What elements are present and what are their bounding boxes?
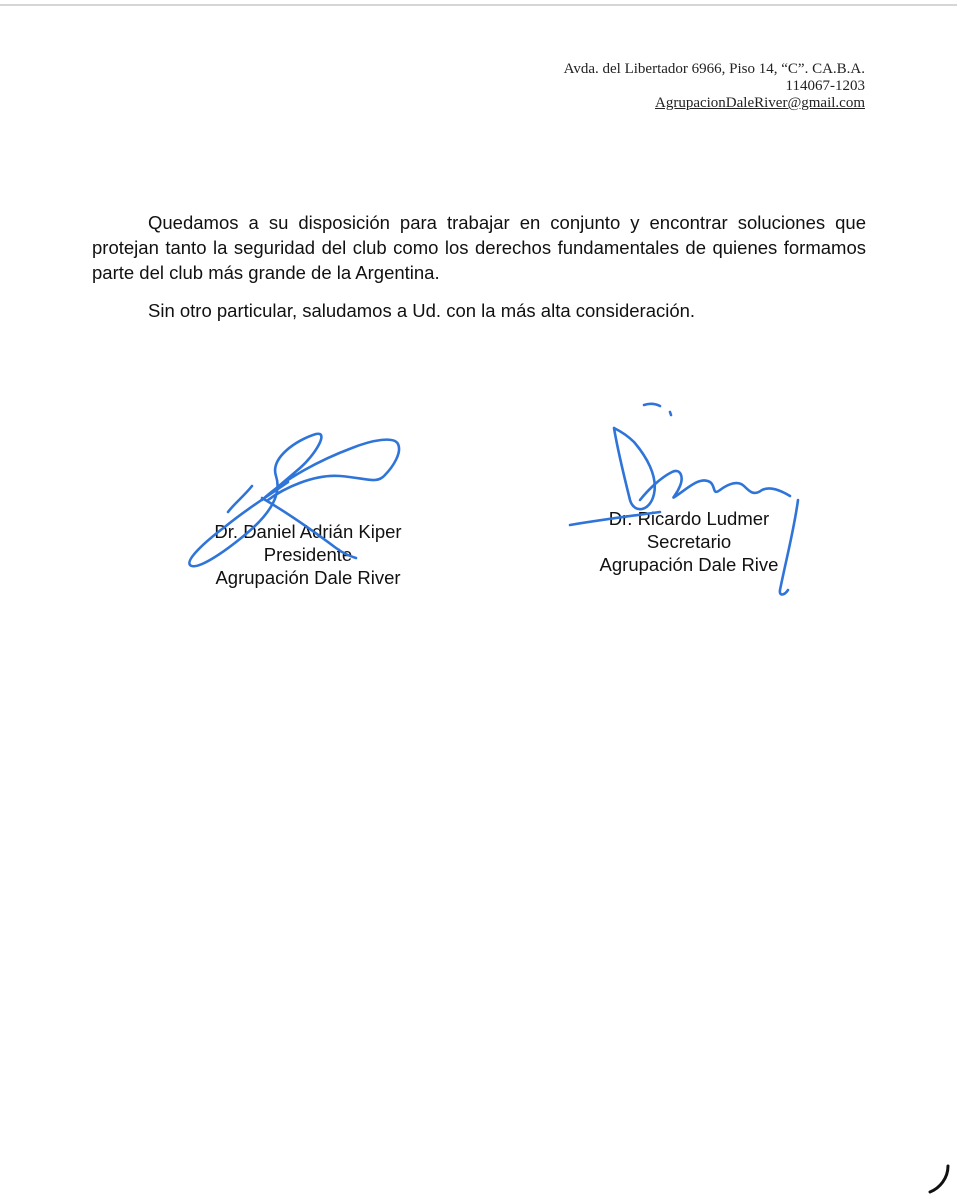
signatory-name: Dr. Daniel Adrián Kiper <box>214 521 402 542</box>
letter-body <box>92 210 866 323</box>
signature-block-secretary <box>578 507 800 576</box>
letterhead-address: Avda. del Libertador 6966, Piso 14, “C”. CA.B.A. <box>563 61 865 77</box>
page-curl-icon <box>924 1162 954 1198</box>
signatory-role: Presidente <box>263 544 353 565</box>
letterhead-phone: 114067-1203 <box>785 78 865 94</box>
top-edge-line <box>0 4 957 6</box>
letterhead <box>564 61 865 112</box>
signatory-role: Secretario <box>646 531 732 552</box>
letterhead-email[interactable]: AgrupacionDaleRiver@gmail.com <box>655 95 865 111</box>
body-paragraph: Quedamos a su disposición para trabajar en conjunto y encontrar soluciones que protejan tanto la seguridad del club como los derechos fundamentales de quienes formamos parte del club más grande de la Argentina. <box>92 212 866 283</box>
closing-paragraph: Sin otro particular, saludamos a Ud. con la más alta consideración. <box>148 300 696 321</box>
signatory-name: Dr. Ricardo Ludmer <box>608 508 770 529</box>
signatory-organization: Agrupación Dale River <box>215 567 401 588</box>
signature-block-president <box>190 520 426 589</box>
signatory-organization: Agrupación Dale Rive <box>599 554 779 575</box>
